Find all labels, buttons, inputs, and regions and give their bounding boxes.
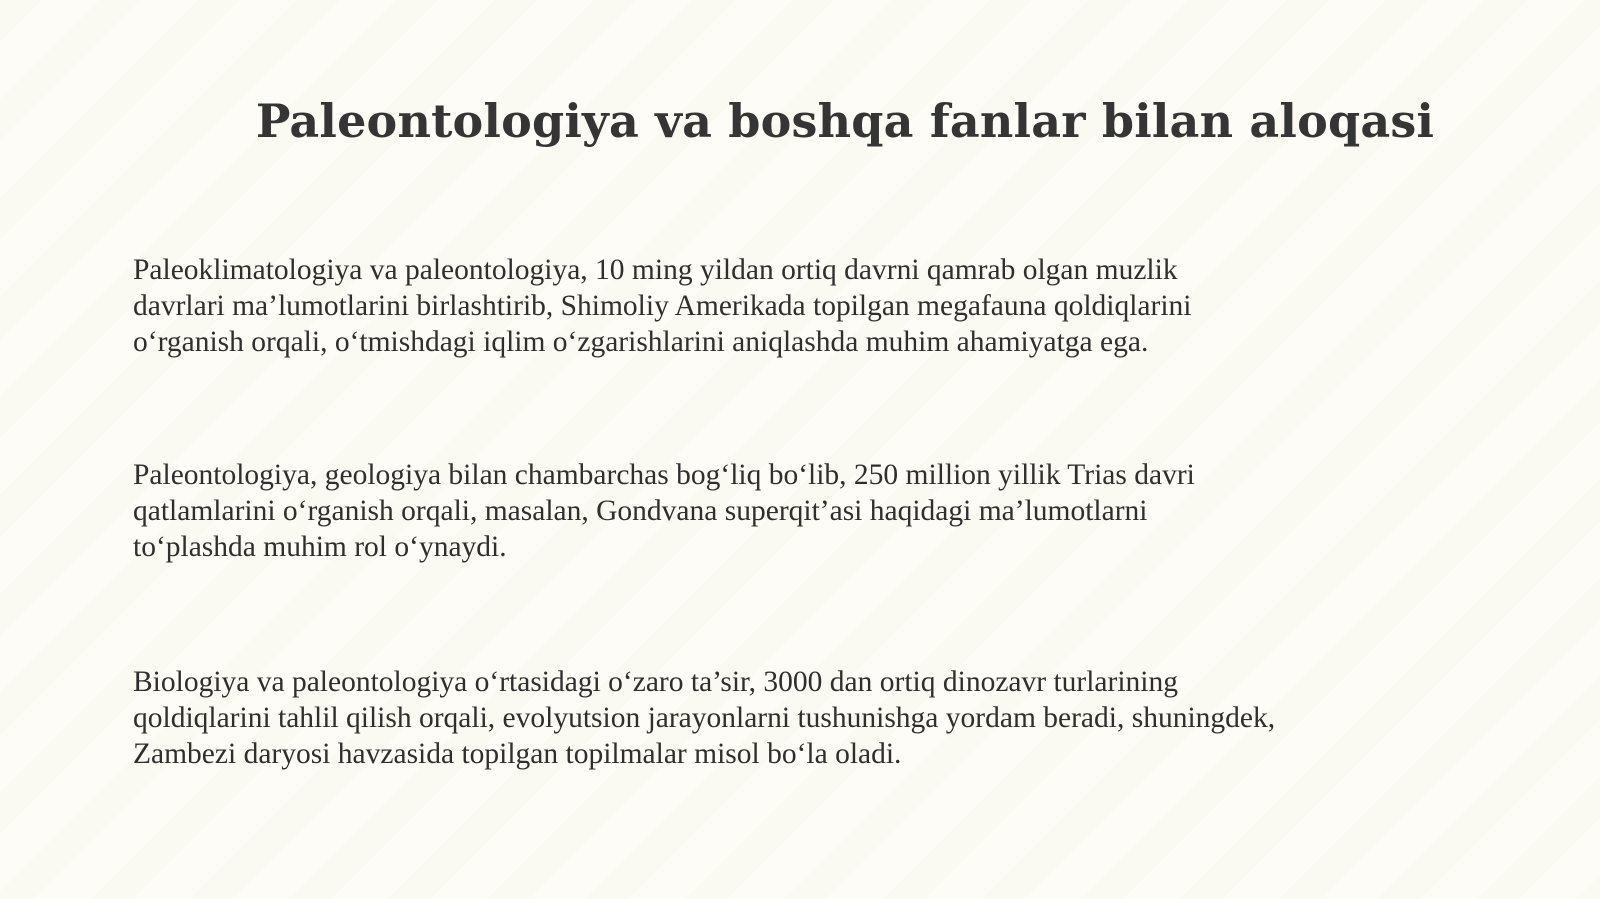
paragraph-paleoclimatology: Paleoklimatologiya va paleontologiya, 10 ming yildan ortiq davrni qamrab olgan muzlik davrlari ma’lumotlarini birlashtirib, Shimoliy Amerikada topilgan megafauna qoldiqlarini o‘rganish orqali, o‘tmishdagi iqlim o‘zgarishlarini aniqlashda muhim ahamiyatga ega. xyxy=(133,254,1192,358)
slide-title: Paleontologiya va boshqa fanlar bilan aloqasi xyxy=(255,93,1435,148)
paragraph-biology: Biologiya va paleontologiya o‘rtasidagi o‘zaro ta’sir, 3000 dan ortiq dinozavr turlarining qoldiqlarini tahlil qilish orqali, evolyutsion jarayonlarni tushunishga yordam beradi, shuningdek, Zambezi daryosi havzasida topilgan topilmalar misol bo‘la oladi. xyxy=(133,666,1276,770)
paragraph-geology: Paleontologiya, geologiya bilan chambarchas bog‘liq bo‘lib, 250 million yillik Trias davri qatlamlarini o‘rganish orqali, masalan, Gondvana superqit’asi haqidagi ma’lumotlarni to‘plashda muhim rol o‘ynaydi. xyxy=(133,459,1195,563)
